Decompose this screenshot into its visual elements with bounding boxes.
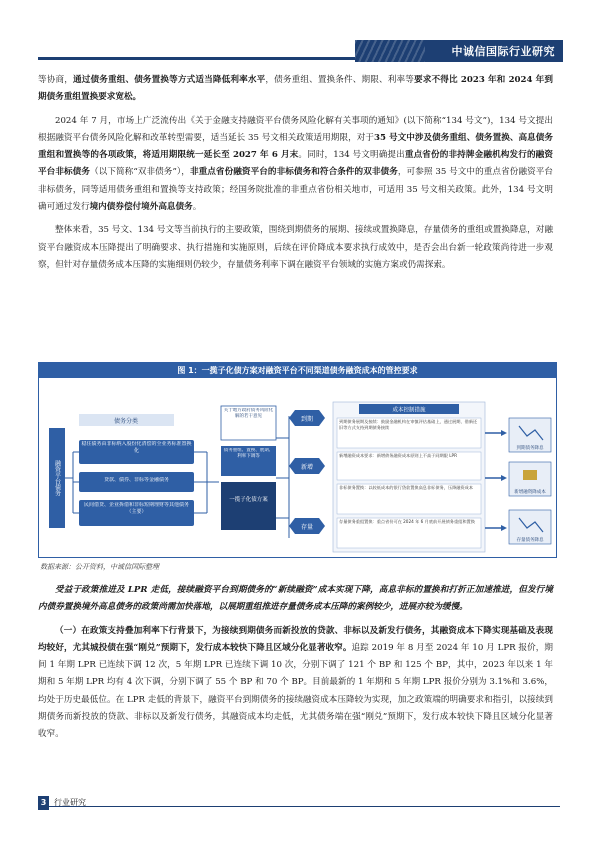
arrow-head-1 — [501, 430, 507, 436]
arrow-head-3 — [501, 525, 507, 531]
p2-text-c: 。同时，134 号文明确提出 — [298, 150, 405, 161]
coin-stack-icon — [523, 470, 537, 480]
result-2-label: 新增融资降成本 — [514, 490, 546, 495]
p5-bold-a: （一）在政策支持叠加利率下行背景下，为接续到期债务而新投放的贷款、非标以及新发行债务，其融资成本下降实现基础及表现均较好，尤其城投债在强“刚兑”预期下，发行成本较快下降且区域分化显著收窄。 — [38, 625, 553, 653]
result-1-label: 到期债务降息 — [516, 446, 544, 451]
hex-1-label: 到期 — [300, 416, 314, 423]
p1-text-a: 等协商， — [38, 75, 73, 85]
paragraph-2 — [38, 113, 553, 217]
header-stripes — [355, 40, 425, 62]
left-vertical-label: 融资平台债务 — [53, 460, 61, 496]
p2-text-i: 。 — [192, 202, 202, 213]
p2-bold-f: 非重点省份融资平台的非标债务和符合条件的双非债务 — [189, 167, 398, 178]
hex-3-label: 存量 — [300, 524, 314, 531]
mid-box-text: 债务重组、置换、展期、利率下调等 — [223, 448, 274, 459]
header-rule — [38, 57, 355, 60]
header-title: 中诚信国际行业研究 — [451, 45, 555, 58]
header-banner — [355, 40, 563, 62]
paragraph-3: 整体来看，35 号文、134 号文等当前执行的主要政策，围绕到期债务的展期、接续或置换降息，存量债务的重组或置换降息，对融资平台融资成本压降提出了明确要求、执行措施和实施原则，后续在评价降成本要求执行成效中，是否会出台新一轮政策尚待进一步观察，但针对存量债务成本压降的实施细则仍较少，存量债务利率下调在融资平台领域的实施方案或仍需探索。 — [38, 225, 553, 270]
figure-source: 数据来源：公开资料，中诚信国际整理 — [40, 563, 159, 571]
right-item-4-text: 存量债务重组置换：重点省份可在 2024 年 6 月底前开展债务重组和置换 — [339, 519, 475, 524]
footer-label: 行业研究 — [54, 798, 86, 807]
arrow-head-2 — [501, 475, 507, 481]
right-item-1-text: 到期债务展期及接续：鼓励金融机构在审慎评估基础上，通过展期、借新还旧等方式支持到期债务接续 — [339, 419, 478, 430]
body-text-upper — [38, 72, 553, 274]
p1-bold-d: 要求不得比 2023 年和 2024 年到期债务重组置换要求宽松。 — [38, 75, 553, 103]
p2-text-e: （以下简称“双非债务”）， — [90, 167, 190, 178]
p1-bold-b: 通过债务重组、债务置换等方式适当降低利率水平 — [72, 75, 266, 85]
right-item-3-text: 非标债务置换：以较低成本的银行贷款置换高息非标债务，压降融资成本 — [339, 485, 474, 490]
p2-bold-d: 重点省份的非持牌金融机构发行的融资平台非标债务 — [38, 150, 553, 178]
left-header: 债务分类 — [113, 418, 139, 425]
footer-rule — [38, 806, 560, 807]
left-connectors — [65, 452, 79, 513]
p2-text-a: 2024 年 7 月，市场上广泛流传出《关于金融支持融资平台债务风险化解有关事项的通知》(以下简称“134 号文”)，134 号文提出根据融资平台债务风险化解和改革转型需要，适当延长 35 号文相关政策适用期限，对于 — [38, 115, 553, 143]
figure-title: 图 1：一揽子化债方案对融资平台不同渠道债务融资成本的管控要求 — [39, 363, 556, 378]
right-connectors — [276, 416, 289, 538]
paragraph-4: 受益于政策推进及 LPR 走低，接续融资平台到期债务的“新续融资”成本实现下降，高息非标的置换和打折正加速推进，但发行境内债券置换境外高息债务的政策尚需加快落地，以展期重组推进存量债务成本压降的案例较少，进展亦较为缓慢。 — [38, 585, 553, 613]
mid-top-label: 关于地方政府债务风险化解的若干意见 — [223, 408, 274, 419]
body-text-lower — [38, 582, 553, 744]
p2-bold-b: 35 号文中涉及债务重组、债务置换、高息债务重组和置换等的各项政策，将适用期限统一延长至 2027 年 6 月末 — [38, 132, 554, 161]
left-item-3-text: 民间借贷、企业拆借和非标短期理财等其他债务（主要） — [83, 502, 189, 515]
result-arrows — [485, 433, 501, 528]
p5-text-b: 追踪 2019 年 8 月至 2024 年 10 月 LPR 报价，期间 1 年期 LPR 已连续下调 12 次，5 年期 LPR 已连续下调 10 次，分别下调了 121 个 BP 和 125 个 BP，其中，2023 年以来 1 年期和 5 年期 LPR 均有 4 次下调，分别下调了 55 个 BP 和 70 个 BP。目前最新的 1 年期和 5 年期 LPR 报价分别为 3.1%和 3.6%，均处于历史最低位。在 LPR 走低的背景下，融资平台到期债务的接续融资成本压降较为实现，加之政策端的明确要求和指引，以接续到期债务而新投放的贷款、非标以及新发行债务，其融资成本均走低，尤其债务端在强“刚兑”预期下，发行成本较快下降且区域分化显著收窄。 — [38, 642, 554, 740]
page-number: 3 — [38, 796, 49, 810]
mid-connectors — [194, 452, 219, 513]
hex-2-label: 新增 — [300, 464, 314, 471]
left-item-2-text: 贷款、债券、非标等金融债务 — [103, 477, 169, 483]
p1-text-c: ，债务重组、置换条件、期限、利率等 — [265, 75, 415, 85]
paragraph-1 — [38, 72, 553, 107]
left-item-1-text: 稳住债务由非标纳入股份化清偿的全业务标准置换化 — [81, 441, 192, 454]
paragraph-5 — [38, 623, 553, 744]
figure-1 — [38, 362, 557, 558]
figure-diagram — [39, 378, 556, 557]
right-item-2-text: 新增融资成本要求：新增债务融资成本原则上不高于同期限 LPR — [339, 453, 457, 458]
right-header: 成本控制措施 — [392, 407, 426, 414]
p2-text-g: ，可参照 35 号文中的重点省份融资平台非标债务，同等适用债务重组和置换等支持政策；经国务院批准的非重点省份相关地市，可适用 35 号文相关政策。此外，134 号文明确可通过发行 — [38, 167, 553, 213]
mid-box-2-text: 一揽子化债方案 — [229, 497, 268, 503]
result-3-label: 存量债务降息 — [516, 538, 544, 543]
p2-bold-h: 境内债券偿付境外高息债务 — [89, 202, 193, 213]
